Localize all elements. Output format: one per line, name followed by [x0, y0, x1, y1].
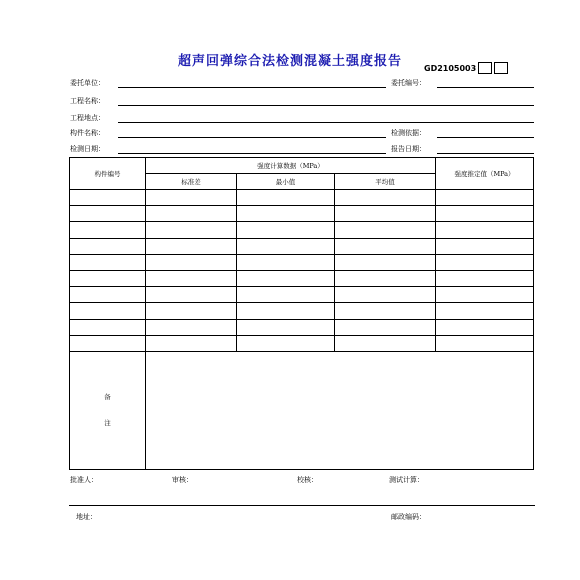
- member-name-label: 构件名称：: [70, 129, 105, 137]
- code-box-1[interactable]: [478, 62, 492, 74]
- table-cell[interactable]: [436, 287, 534, 303]
- table-cell[interactable]: [146, 319, 237, 335]
- table-cell[interactable]: [146, 303, 237, 319]
- postcode-label: 邮政编码：: [391, 513, 426, 521]
- client-unit-label: 委托单位：: [70, 79, 105, 87]
- remarks-field[interactable]: [146, 351, 534, 469]
- table-cell[interactable]: [436, 254, 534, 270]
- strength-table: [69, 157, 534, 470]
- table-row: [70, 287, 534, 303]
- table-cell[interactable]: [70, 222, 146, 238]
- code-box-2[interactable]: [494, 62, 508, 74]
- std-dev-header: 标准差: [146, 174, 237, 190]
- table-cell[interactable]: [335, 319, 436, 335]
- table-cell[interactable]: [70, 303, 146, 319]
- table-cell[interactable]: [237, 270, 335, 286]
- table-cell[interactable]: [237, 254, 335, 270]
- test-date-label: 检测日期：: [70, 145, 105, 153]
- address-label: 地址：: [76, 513, 97, 521]
- table-row: [70, 238, 534, 254]
- table-cell[interactable]: [146, 238, 237, 254]
- table-cell[interactable]: [146, 190, 237, 206]
- test-date-field[interactable]: [118, 153, 386, 154]
- table-cell[interactable]: [335, 303, 436, 319]
- table-cell[interactable]: [436, 222, 534, 238]
- table-cell[interactable]: [436, 335, 534, 351]
- table-cell[interactable]: [335, 254, 436, 270]
- table-cell[interactable]: [237, 335, 335, 351]
- project-name-label: 工程名称：: [70, 97, 105, 105]
- form-code-text: GD2105003: [424, 63, 477, 73]
- mean-value-header: 平均值: [335, 174, 436, 190]
- reviewer-label: 审核：: [172, 476, 193, 484]
- member-name-field[interactable]: [118, 137, 386, 138]
- table-cell[interactable]: [436, 319, 534, 335]
- table-cell[interactable]: [335, 287, 436, 303]
- table-cell[interactable]: [436, 190, 534, 206]
- table-cell[interactable]: [237, 303, 335, 319]
- table-cell[interactable]: [146, 206, 237, 222]
- table-cell[interactable]: [335, 270, 436, 286]
- table-cell[interactable]: [237, 319, 335, 335]
- table-cell[interactable]: [146, 222, 237, 238]
- table-row: [70, 190, 534, 206]
- min-value-header: 最小值: [237, 174, 335, 190]
- table-cell[interactable]: [70, 254, 146, 270]
- table-row: [70, 319, 534, 335]
- test-basis-field[interactable]: [437, 137, 534, 138]
- table-cell[interactable]: [70, 319, 146, 335]
- remarks-char-2: 注: [104, 419, 111, 428]
- project-name-field[interactable]: [118, 105, 534, 106]
- table-cell[interactable]: [146, 335, 237, 351]
- table-cell[interactable]: [70, 190, 146, 206]
- table-cell[interactable]: [146, 287, 237, 303]
- estimated-strength-header: 强度推定值（MPa）: [436, 158, 534, 190]
- table-cell[interactable]: [436, 206, 534, 222]
- project-location-field[interactable]: [118, 122, 534, 123]
- table-row: [70, 335, 534, 351]
- checker-label: 校核：: [297, 476, 318, 484]
- table-cell[interactable]: [70, 287, 146, 303]
- table-cell[interactable]: [70, 270, 146, 286]
- tester-label: 测试计算：: [389, 476, 424, 484]
- client-number-label: 委托编号：: [391, 79, 426, 87]
- project-location-label: 工程地点：: [70, 114, 105, 122]
- remarks-char-1: 备: [104, 393, 111, 402]
- table-cell[interactable]: [70, 238, 146, 254]
- report-date-field[interactable]: [437, 153, 534, 154]
- table-cell[interactable]: [436, 303, 534, 319]
- strength-calc-header: 强度计算数据（MPa）: [146, 158, 436, 174]
- client-number-field[interactable]: [437, 87, 534, 88]
- table-cell[interactable]: [335, 206, 436, 222]
- table-cell[interactable]: [436, 270, 534, 286]
- remarks-label-cell: [70, 351, 146, 469]
- report-title: 超声回弹综合法检测混凝土强度报告: [177, 54, 402, 69]
- table-cell[interactable]: [335, 238, 436, 254]
- table-cell[interactable]: [335, 190, 436, 206]
- table-cell[interactable]: [335, 222, 436, 238]
- table-cell[interactable]: [146, 270, 237, 286]
- table-row: [70, 303, 534, 319]
- table-row: [70, 206, 534, 222]
- table-cell[interactable]: [146, 254, 237, 270]
- table-row: [70, 254, 534, 270]
- table-cell[interactable]: [237, 238, 335, 254]
- table-cell[interactable]: [237, 222, 335, 238]
- client-unit-field[interactable]: [118, 87, 386, 88]
- form-code: [424, 62, 508, 74]
- table-cell[interactable]: [237, 190, 335, 206]
- table-cell[interactable]: [70, 335, 146, 351]
- table-cell[interactable]: [436, 238, 534, 254]
- member-number-header: 构件编号: [70, 158, 146, 190]
- table-row: [70, 222, 534, 238]
- table-cell[interactable]: [237, 206, 335, 222]
- test-basis-label: 检测依据：: [391, 129, 426, 137]
- table-row: [70, 270, 534, 286]
- report-date-label: 报告日期：: [391, 145, 426, 153]
- footer-divider: [69, 505, 535, 506]
- table-cell[interactable]: [70, 206, 146, 222]
- approver-label: 批准人：: [70, 476, 98, 484]
- table-cell[interactable]: [335, 335, 436, 351]
- table-cell[interactable]: [237, 287, 335, 303]
